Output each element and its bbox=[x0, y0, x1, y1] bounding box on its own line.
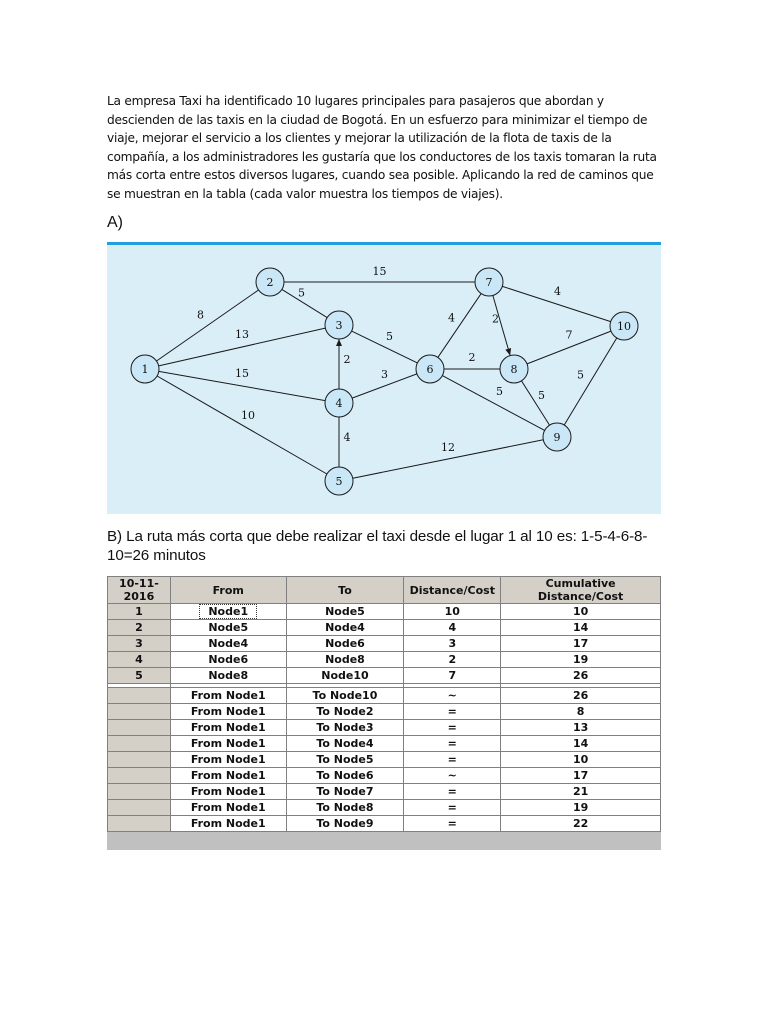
table-cell[interactable] bbox=[501, 736, 661, 752]
cell-value: 2 bbox=[135, 621, 143, 634]
cell-value: Node6 bbox=[208, 653, 249, 666]
table-cell[interactable] bbox=[170, 652, 286, 668]
cell-value: Node8 bbox=[208, 669, 249, 682]
table-cell[interactable] bbox=[286, 736, 404, 752]
table-cell[interactable] bbox=[501, 720, 661, 736]
cell-value: 2 bbox=[448, 653, 457, 666]
node-7 bbox=[475, 268, 503, 296]
path-row bbox=[108, 668, 661, 684]
row-index-cell[interactable] bbox=[108, 752, 171, 768]
edge-1-5 bbox=[157, 376, 327, 474]
cell-value: 21 bbox=[572, 785, 589, 798]
node-label: 1 bbox=[141, 363, 149, 376]
table-cell[interactable] bbox=[501, 688, 661, 704]
cell-value: From Node1 bbox=[190, 737, 266, 750]
row-index-cell[interactable] bbox=[108, 768, 171, 784]
edge-weight-label: 4 bbox=[554, 285, 561, 298]
edge-weight-label: 4 bbox=[448, 311, 455, 325]
cell-value: 26 bbox=[572, 689, 589, 702]
edge-7-8 bbox=[493, 295, 510, 355]
node-10 bbox=[610, 312, 638, 340]
cell-value: From Node1 bbox=[190, 721, 266, 734]
table-cell[interactable] bbox=[404, 800, 501, 816]
table-cell[interactable] bbox=[170, 636, 286, 652]
cell-value: To Node4 bbox=[316, 737, 374, 750]
node-5 bbox=[325, 467, 353, 495]
cell-value: Node1 bbox=[200, 605, 256, 618]
table-cell[interactable] bbox=[404, 688, 501, 704]
cell-value: From Node1 bbox=[190, 817, 266, 830]
summary-row bbox=[108, 784, 661, 800]
edge-9-10 bbox=[564, 338, 617, 425]
table-cell[interactable] bbox=[404, 620, 501, 636]
edge-weight-label: 5 bbox=[386, 330, 393, 343]
cell-value: Node5 bbox=[325, 605, 365, 618]
table-cell[interactable] bbox=[286, 784, 404, 800]
results-table bbox=[107, 576, 661, 832]
cell-value: = bbox=[447, 737, 457, 750]
cell-value: = bbox=[447, 785, 457, 798]
table-cell[interactable] bbox=[501, 652, 661, 668]
table-cell[interactable] bbox=[286, 752, 404, 768]
table-cell[interactable] bbox=[170, 720, 286, 736]
summary-row bbox=[108, 736, 661, 752]
summary-row bbox=[108, 816, 661, 832]
edge-weight-label: 3 bbox=[381, 368, 388, 381]
summary-row bbox=[108, 704, 661, 720]
row-index-cell[interactable] bbox=[108, 800, 171, 816]
cell-value: To Node3 bbox=[316, 721, 374, 734]
node-2 bbox=[256, 268, 284, 296]
row-index-cell[interactable] bbox=[108, 720, 171, 736]
table-cell[interactable] bbox=[501, 604, 661, 620]
table-cell[interactable] bbox=[286, 620, 404, 636]
cell-value: 22 bbox=[572, 817, 589, 830]
section-b-answer: B) La ruta más corta que debe realizar el taxi desde el lugar 1 al 10 es: 1-5-4-6-8-10=26 minutos bbox=[107, 528, 648, 564]
cell-value: From Node1 bbox=[190, 753, 266, 766]
cell-value: 13 bbox=[572, 721, 589, 734]
edge-3-6 bbox=[352, 331, 418, 363]
cell-value: 19 bbox=[572, 653, 589, 666]
section-a-label: A) bbox=[107, 214, 123, 231]
node-8 bbox=[500, 355, 528, 383]
table-cell[interactable] bbox=[404, 720, 501, 736]
node-label: 8 bbox=[510, 363, 518, 376]
table-cell[interactable] bbox=[170, 768, 286, 784]
table-cell[interactable] bbox=[170, 620, 286, 636]
table-cell[interactable] bbox=[170, 668, 286, 684]
table-cell[interactable] bbox=[404, 752, 501, 768]
node-label: 6 bbox=[426, 363, 434, 376]
table-cell[interactable] bbox=[286, 816, 404, 832]
cell-value: 14 bbox=[572, 621, 589, 634]
table-cell[interactable] bbox=[170, 752, 286, 768]
node-label: 2 bbox=[266, 276, 274, 289]
table-cell[interactable] bbox=[501, 752, 661, 768]
edge-weight-label: 7 bbox=[565, 328, 573, 342]
cell-value: = bbox=[447, 801, 457, 814]
column-header[interactable]: From bbox=[170, 577, 286, 604]
edge-weight-label: 5 bbox=[298, 286, 305, 300]
row-index-cell[interactable] bbox=[108, 816, 171, 832]
cell-value: Node4 bbox=[208, 637, 249, 650]
edge-weight-label: 2 bbox=[343, 353, 351, 366]
table-cell[interactable] bbox=[286, 668, 404, 684]
row-index-cell[interactable] bbox=[108, 620, 171, 636]
cell-value: To Node5 bbox=[316, 753, 374, 766]
column-header[interactable]: Cumulative Distance/Cost bbox=[501, 577, 661, 604]
cell-value: = bbox=[447, 705, 457, 718]
table-cell[interactable] bbox=[501, 784, 661, 800]
table-cell[interactable] bbox=[501, 704, 661, 720]
edge-weight-label: 2 bbox=[468, 351, 476, 364]
table-cell[interactable] bbox=[286, 720, 404, 736]
table-cell[interactable] bbox=[170, 736, 286, 752]
node-label: 4 bbox=[335, 397, 343, 410]
cell-value: 8 bbox=[576, 705, 585, 718]
cell-value: 17 bbox=[572, 637, 589, 650]
cell-value: To Node8 bbox=[316, 801, 374, 814]
edge-weight-label: 5 bbox=[577, 368, 584, 382]
row-index-cell[interactable] bbox=[108, 704, 171, 720]
node-label: 7 bbox=[485, 276, 493, 289]
table-cell[interactable] bbox=[501, 620, 661, 636]
cell-value: = bbox=[447, 753, 457, 766]
path-row bbox=[108, 604, 661, 620]
cell-value: From Node1 bbox=[190, 785, 266, 798]
table-cell[interactable] bbox=[286, 652, 404, 668]
cell-value: To Node2 bbox=[316, 705, 374, 718]
table-cell[interactable] bbox=[404, 736, 501, 752]
table-cell[interactable] bbox=[404, 636, 501, 652]
summary-row bbox=[108, 688, 661, 704]
cell-value: ~ bbox=[447, 689, 457, 702]
table-cell[interactable] bbox=[501, 768, 661, 784]
summary-row bbox=[108, 752, 661, 768]
cell-value: From Node1 bbox=[190, 769, 266, 782]
cell-value: 10 bbox=[444, 605, 460, 618]
summary-row bbox=[108, 768, 661, 784]
table-cell[interactable] bbox=[286, 800, 404, 816]
table-cell[interactable] bbox=[404, 816, 501, 832]
table-cell[interactable] bbox=[404, 768, 501, 784]
node-6 bbox=[416, 355, 444, 383]
table-cell[interactable] bbox=[501, 816, 661, 832]
table-cell[interactable] bbox=[501, 668, 661, 684]
edge-weight-label: 13 bbox=[235, 328, 249, 341]
table-cell[interactable] bbox=[404, 668, 501, 684]
node-label: 9 bbox=[553, 431, 561, 444]
path-row bbox=[108, 652, 661, 668]
summary-row bbox=[108, 720, 661, 736]
cell-value: 1 bbox=[135, 605, 143, 618]
node-1 bbox=[131, 355, 159, 383]
edge-weight-label: 15 bbox=[235, 367, 249, 380]
table-cell[interactable] bbox=[170, 784, 286, 800]
cell-value: 7 bbox=[448, 669, 457, 682]
network-diagram bbox=[107, 242, 661, 514]
cell-value: Node10 bbox=[321, 669, 369, 682]
table-cell[interactable] bbox=[286, 768, 404, 784]
cell-value: ~ bbox=[447, 769, 457, 782]
cell-value: From Node1 bbox=[190, 705, 266, 718]
cell-value: 4 bbox=[448, 621, 457, 634]
row-index-cell[interactable] bbox=[108, 604, 171, 620]
summary-row bbox=[108, 800, 661, 816]
row-index-cell[interactable] bbox=[108, 668, 171, 684]
column-header[interactable]: To bbox=[286, 577, 404, 604]
cell-value: Node6 bbox=[325, 637, 365, 650]
edge-weight-label: 10 bbox=[241, 409, 255, 422]
cell-value: 3 bbox=[135, 637, 143, 650]
node-label: 3 bbox=[335, 319, 343, 332]
cell-value: 10 bbox=[572, 605, 589, 618]
table-cell[interactable] bbox=[501, 636, 661, 652]
edge-weight-label: 4 bbox=[343, 431, 351, 444]
table-cell[interactable] bbox=[170, 604, 286, 620]
cell-value: Node5 bbox=[208, 621, 249, 634]
problem-statement: La empresa Taxi ha identificado 10 lugares principales para pasajeros que abordan y descienden de las taxis en la ciudad de Bogotá. En un esfuerzo para minimizar el tiempo de viaje, mejorar el servicio a los clientes y mejorar la utilización de la flota de taxis de la compañía, a los administradores les gustaría que los conductores de los taxis tomaran la ruta más corta entre estos diversos lugares, cuando sea posible. Aplicando la red de caminos que se muestran en la tabla (cada valor muestra los tiempos de viajes). bbox=[107, 94, 657, 201]
cell-value: To Node9 bbox=[316, 817, 374, 830]
cell-value: 17 bbox=[572, 769, 589, 782]
cell-value: 5 bbox=[135, 669, 143, 682]
table-cell[interactable] bbox=[170, 816, 286, 832]
row-index-cell[interactable] bbox=[108, 652, 171, 668]
node-4 bbox=[325, 389, 353, 417]
row-index-cell[interactable] bbox=[108, 688, 171, 704]
table-cell[interactable] bbox=[286, 636, 404, 652]
edge-weight-label: 8 bbox=[197, 308, 204, 322]
table-cell[interactable] bbox=[170, 800, 286, 816]
edge-weight-label: 12 bbox=[441, 441, 455, 454]
table-cell[interactable] bbox=[501, 800, 661, 816]
table-cell[interactable] bbox=[404, 604, 501, 620]
node-label: 10 bbox=[617, 320, 631, 333]
table-cell[interactable] bbox=[286, 604, 404, 620]
cell-value: = bbox=[447, 721, 457, 734]
row-index-cell[interactable] bbox=[108, 636, 171, 652]
cell-value: From Node1 bbox=[190, 801, 266, 814]
table-cell[interactable] bbox=[404, 784, 501, 800]
edge-weight-label: 5 bbox=[538, 389, 545, 402]
table-cell[interactable] bbox=[286, 704, 404, 720]
cell-value: 10 bbox=[572, 753, 589, 766]
path-row bbox=[108, 636, 661, 652]
column-header[interactable]: 10-11-2016 bbox=[108, 577, 171, 604]
node-9 bbox=[543, 423, 571, 451]
path-row bbox=[108, 620, 661, 636]
edge-weight-label: 15 bbox=[372, 265, 387, 278]
cell-value: 3 bbox=[448, 637, 457, 650]
edge-weight-label: 5 bbox=[496, 385, 503, 398]
table-cell[interactable] bbox=[170, 688, 286, 704]
results-table-panel bbox=[107, 576, 661, 850]
cell-value: = bbox=[447, 817, 457, 830]
table-cell[interactable] bbox=[286, 688, 404, 704]
column-header[interactable]: Distance/Cost bbox=[404, 577, 501, 604]
table-cell[interactable] bbox=[404, 704, 501, 720]
cell-value: 4 bbox=[135, 653, 143, 666]
table-cell[interactable] bbox=[170, 704, 286, 720]
node-3 bbox=[325, 311, 353, 339]
cell-value: 26 bbox=[572, 669, 589, 682]
cell-value: To Node10 bbox=[312, 689, 378, 702]
table-header-row bbox=[108, 577, 661, 604]
cell-value: From Node1 bbox=[190, 689, 266, 702]
cell-value: 14 bbox=[572, 737, 589, 750]
cell-value: Node4 bbox=[325, 621, 365, 634]
node-label: 5 bbox=[335, 475, 343, 488]
edge-1-2 bbox=[156, 290, 258, 361]
cell-value: To Node6 bbox=[316, 769, 374, 782]
cell-value: 19 bbox=[572, 801, 589, 814]
table-cell[interactable] bbox=[404, 652, 501, 668]
edge-weight-label: 2 bbox=[492, 312, 499, 326]
row-index-cell[interactable] bbox=[108, 736, 171, 752]
cell-value: Node8 bbox=[325, 653, 365, 666]
network-svg bbox=[107, 245, 661, 514]
cell-value: To Node7 bbox=[316, 785, 374, 798]
edge-8-9 bbox=[521, 381, 549, 425]
edge-6-9 bbox=[442, 376, 544, 431]
row-index-cell[interactable] bbox=[108, 784, 171, 800]
edge-6-7 bbox=[438, 294, 481, 358]
